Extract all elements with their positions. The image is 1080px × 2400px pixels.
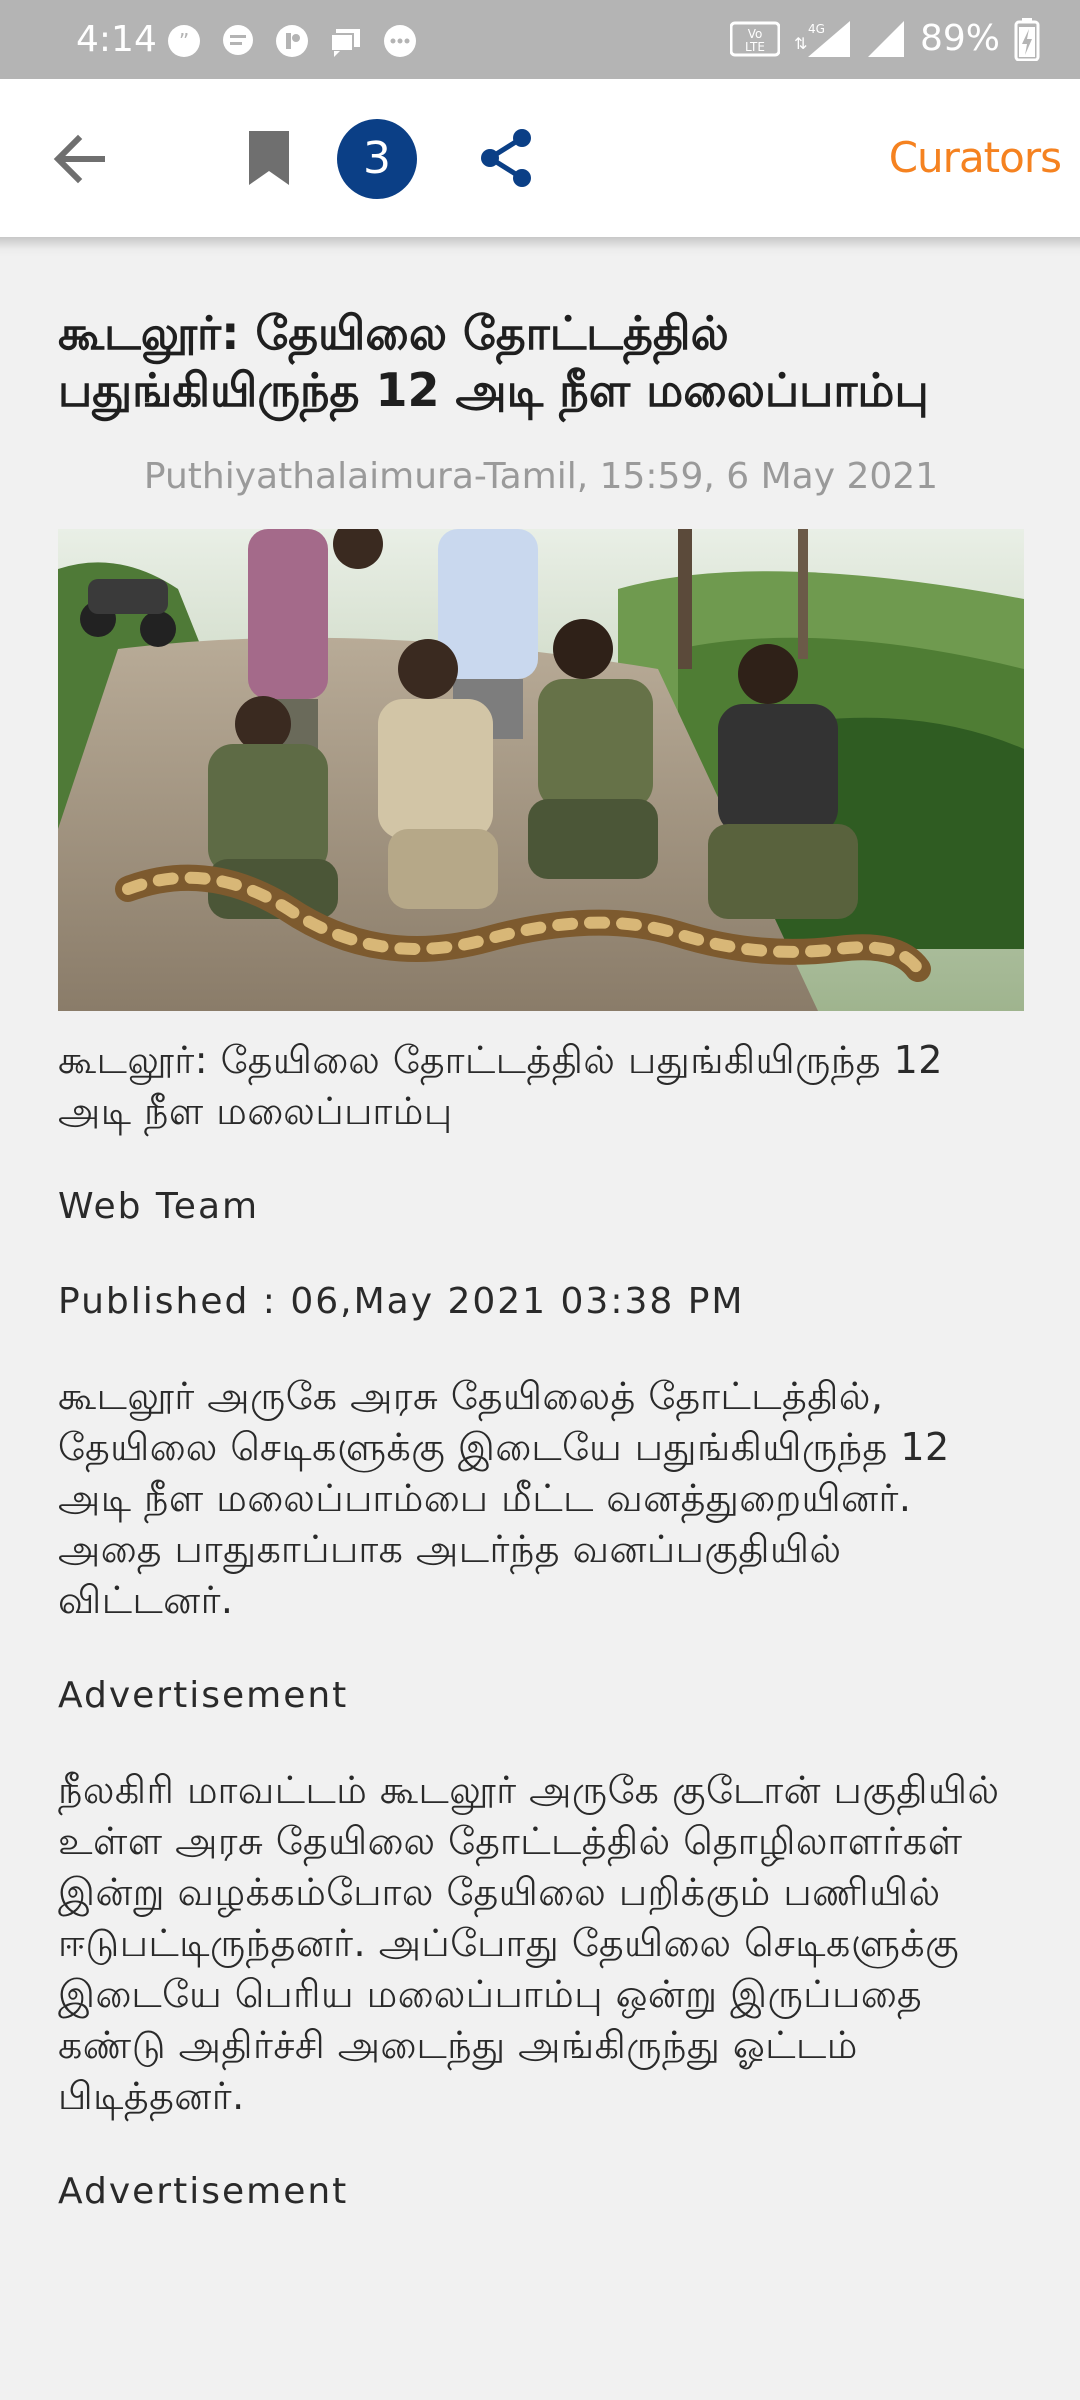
more-messages-icon [382, 23, 418, 59]
message-icon [220, 23, 256, 59]
author-name: Web Team [58, 1186, 260, 1227]
paragraph: நீலகிரி மாவட்டம் கூடலூர் அருகே குடோன் பகுதியில் உள்ள அரசு தேயிலை தோட்டத்தில் தொழிலாளர்கள் இன்று வழக்கம்போல தேயிலை பறிக்கும் பணியில் ஈடுபட்டிருந்தனர். அப்போது தேயிலை செடிகளுக்கு இடையே பெரிய மலைப்பாம்பு ஒன்று இருப்பதை கண்டு அதிர்ச்சி அடைந்து அங்கிருந்து ஓட்டம் பிடித்தனர். [58, 1768, 1000, 2118]
quote-app-icon [166, 23, 202, 59]
article-body [58, 1035, 1024, 2217]
article-headline: கூடலூர்: தேயிலை தோட்டத்தில் பதுங்கியிருந்த 12 அடி நீள மலைப்பாம்பு [58, 306, 929, 417]
published-date: Published : 06,May 2021 03:38 PM [58, 1281, 745, 1322]
battery-charging-icon [1014, 17, 1040, 61]
volte-icon [730, 20, 780, 58]
advertisement-label: Advertisement [58, 1675, 349, 1716]
system-status [730, 16, 1040, 62]
svg-text:⇅: ⇅ [793, 34, 808, 53]
svg-text:4G: 4G [807, 22, 825, 36]
app-bar-shadow [0, 237, 1080, 257]
battery-percentage: 89% [919, 18, 1000, 59]
back-arrow-icon [50, 133, 108, 185]
signal-4g-icon [794, 19, 852, 59]
status-time: 4:14 [76, 19, 157, 60]
back-button[interactable] [50, 133, 108, 185]
app-bar [0, 79, 1080, 237]
bookmark-icon [245, 129, 293, 187]
svg-text:Vo: Vo [747, 27, 763, 41]
svg-text:LTE: LTE [745, 40, 765, 54]
notification-icons [166, 23, 418, 59]
curators-link[interactable]: Curators [888, 133, 1061, 182]
svg-text:”: ” [178, 29, 190, 53]
status-bar [0, 0, 1080, 79]
signal-icon [866, 19, 906, 59]
paragraph: கூடலூர் அருகே அரசு தேயிலைத் தோட்டத்தில், தேயிலை செடிகளுக்கு இடையே பதுங்கியிருந்த 12 அடி நீள மலைப்பாம்பை மீட்ட வனத்துறையினர். அதை பாதுகாப்பாக அடர்ந்த வனப்பகுதியில் விட்டனர். [58, 1374, 950, 1622]
share-icon [478, 127, 534, 189]
share-button[interactable] [478, 127, 534, 189]
count-badge[interactable]: 3 [337, 119, 417, 199]
title-repeat: கூடலூர்: தேயிலை தோட்டத்தில் பதுங்கியிருந்த 12 அடி நீள மலைப்பாம்பு [58, 1038, 943, 1133]
article-byline: Puthiyathalaimura-Tamil, 15:59, 6 May 2021 [143, 456, 939, 497]
lead-image[interactable] [58, 529, 1024, 1011]
article [58, 305, 1024, 2261]
chat-icon [328, 23, 364, 59]
bookmark-button[interactable] [245, 129, 293, 187]
app-icon [274, 23, 310, 59]
advertisement-label: Advertisement [58, 2171, 349, 2212]
